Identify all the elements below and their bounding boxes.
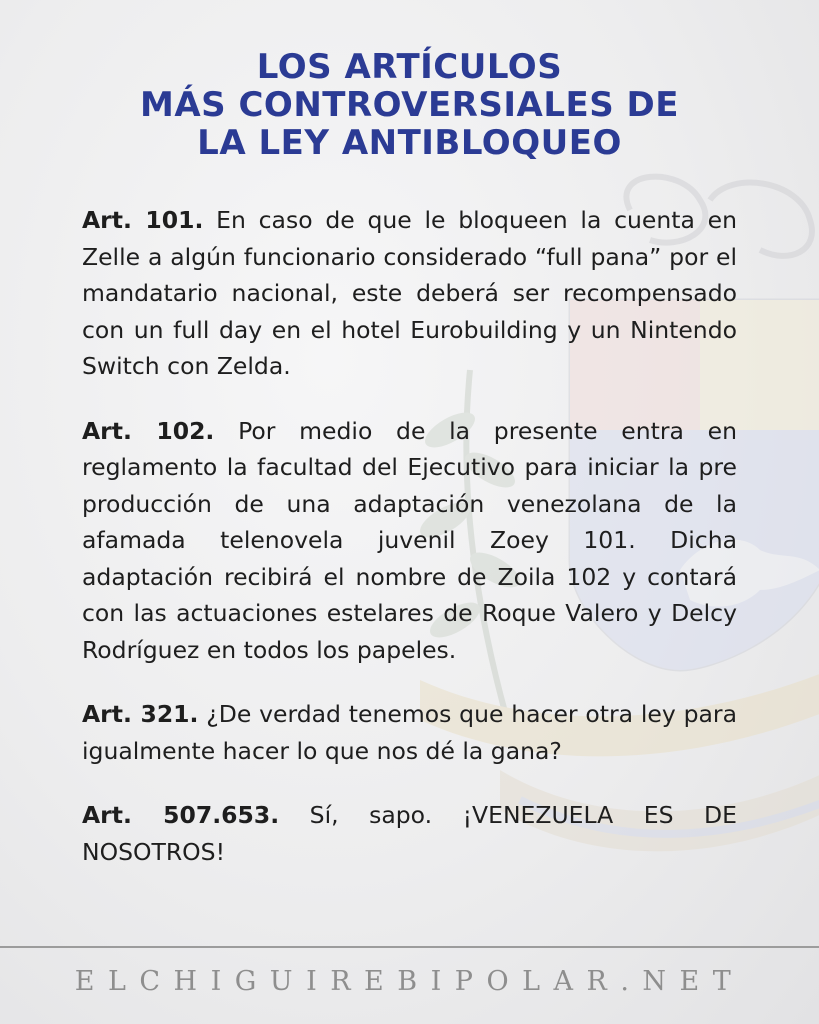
- footer-divider: [0, 946, 819, 948]
- article-102: [82, 413, 737, 669]
- article-number: Art. 507.653.: [82, 801, 280, 829]
- footer-site-name: ELCHIGUIREBIPOLAR.NET: [74, 966, 745, 997]
- articles-list: [82, 202, 737, 898]
- title-line-3: LA LEY ANTIBLOQUEO: [197, 123, 622, 163]
- article-text: Por medio de la presente entra en reglamento la facultad del Ejecutivo para iniciar la pre producción de una adaptación venezolana de la afamada telenovela juvenil Zoey 101. Dicha adaptación recibirá el nombre de Zoila 102 y contará con las actuaciones estelares de Roque Valero y Delcy Rodríguez en todos los papeles.: [82, 416, 737, 664]
- title-line-1: LOS ARTÍCULOS: [256, 47, 563, 87]
- article-321: [82, 696, 737, 769]
- article-text: Sí, sapo. ¡VENEZUELA ES DE NOSOTROS!: [82, 801, 737, 866]
- article-number: Art. 321.: [82, 700, 199, 728]
- article-number: Art. 102.: [82, 416, 215, 445]
- article-text: ¿De verdad tenemos que hacer otra ley para igualmente hacer lo que nos dé la gana?: [82, 700, 737, 765]
- article-number: Art. 101.: [82, 206, 204, 234]
- article-101: [82, 202, 737, 385]
- page-title: [0, 48, 819, 162]
- title-line-2: MÁS CONTROVERSIALES DE: [140, 85, 679, 125]
- article-507653: [82, 797, 737, 870]
- article-text: En caso de que le bloqueen la cuenta en Zelle a algún funcionario considerado “full pana” por el mandatario nacional, este deberá ser recompensado con un full day en el hotel Eurobuilding y un Nintendo Switch con Zelda.: [82, 206, 737, 380]
